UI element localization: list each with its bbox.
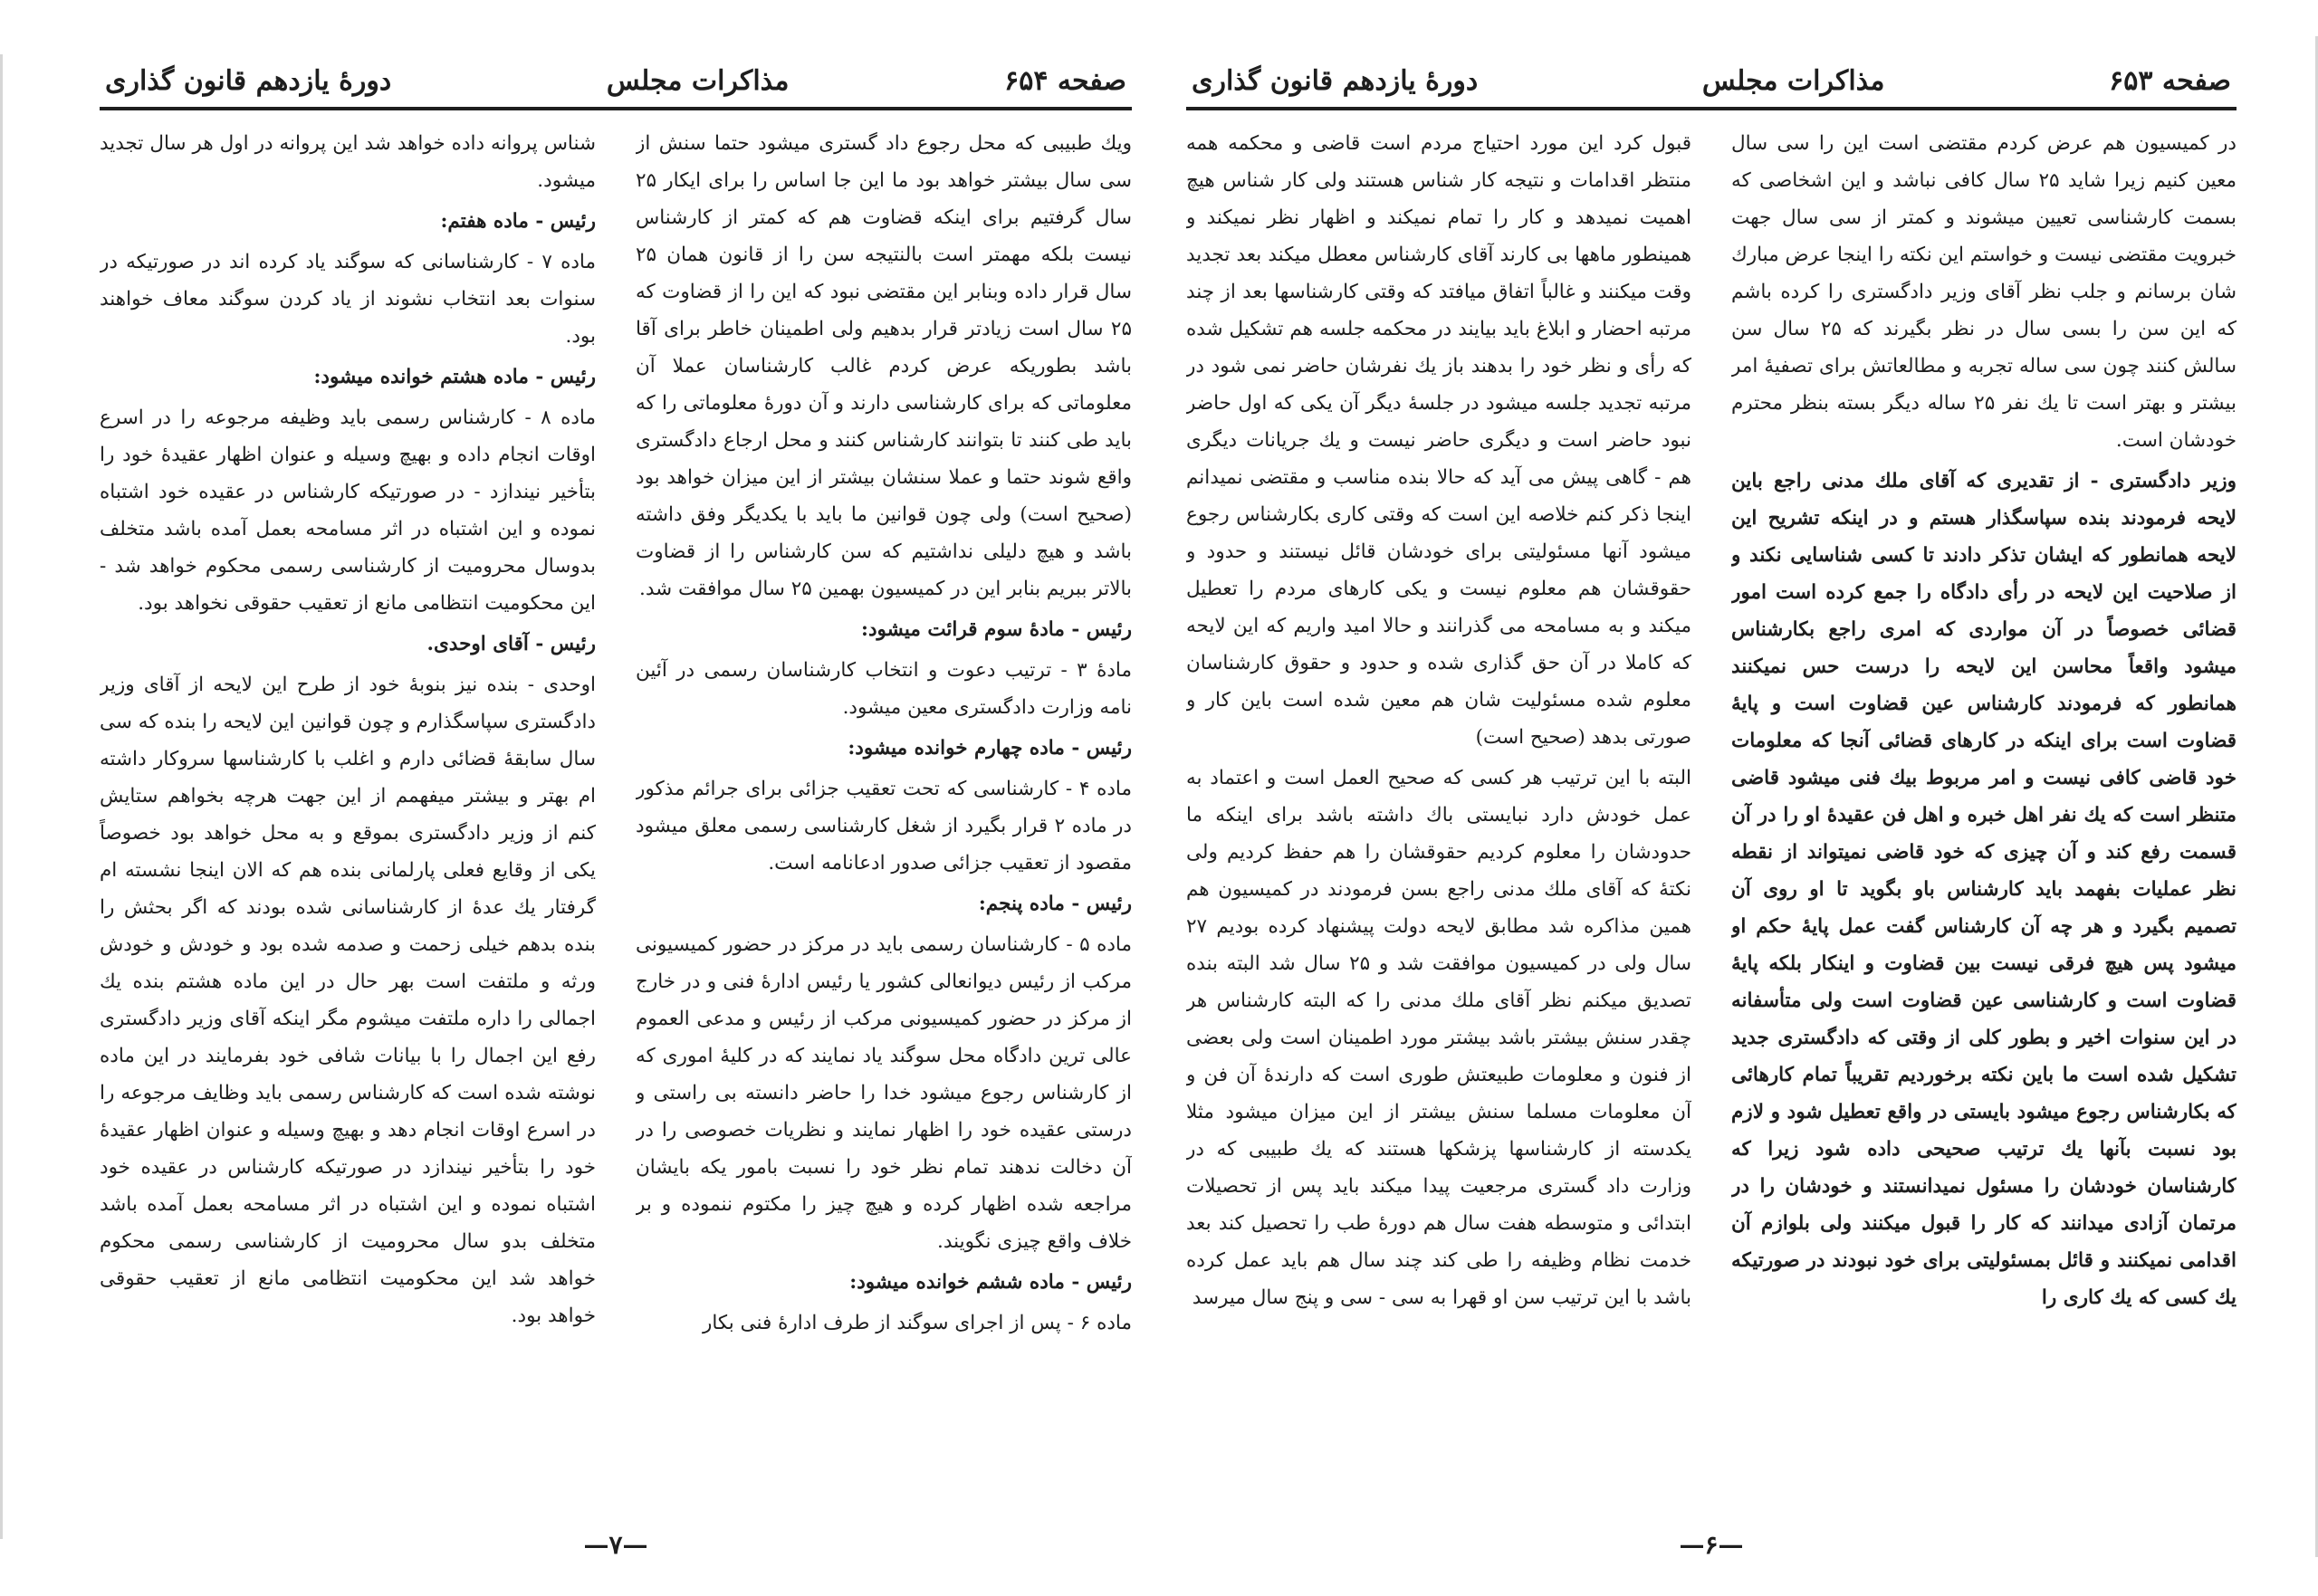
speaker-line: رئیس - ماده ششم خوانده میشود: <box>849 1271 1132 1294</box>
paragraph: ماده ۸ - کارشناس رسمی باید وظیفه مرجوعه را در اسرع اوقات انجام داده و بهیچ وسیله و عنوان اظهار عقیدهٔ خود را بتأخیر نیندازد - در صورتیکه کارشناس در عقیده خود اشتباه نموده و این اشتباه در اثر مسامحه بعمل آمده باشد متخلف بدوسال محرومیت از کارشناسی رسمی محکوم خواهد شد - این محکومیت انتظامی مانع از تعقیب حقوقی نخواهد بود. <box>100 406 596 615</box>
header-center-title: مذاکرات مجلس <box>1701 64 1885 97</box>
speaker-line: رئیس - ماده هشتم خوانده میشود: <box>313 366 596 388</box>
paragraph: ماده ۷ - کارشناسانی که سوگند یاد کرده اند در صورتیکه در سنوات بعد انتخاب نشوند از یاد کردن سوگند معاف خواهند بود. <box>100 251 596 348</box>
paragraph: در کمیسیون هم عرض کردم مقتضی است این را سی سال معین کنیم زیرا شاید ۲۵ سال کافی نباشد و این اشخاصی که بسمت کارشناسی تعیین میشوند و کمتر از سی سال جهت خبرویت مقتضی نیست و خواستم این نکته را اینجا عرض مبارك شان برسانم و جلب نظر آقای وزیر دادگستری را کرده باشم که این سن را بسی سال در نظر بگیرند که ۲۵ سال سن سالش کنند چون سی ساله تجربه و مطالعاتش برای تصفیهٔ امر بیشتر و بهتر است تا یك نفر ۲۵ ساله دیگر بسته بنظر محترم خودشان است. <box>1731 132 2237 452</box>
speaker-line: رئیس - ماده هفتم: <box>440 210 596 233</box>
text-columns <box>100 125 1132 1521</box>
column-right <box>636 125 1132 1521</box>
speaker-line: رئیس - آقای اوحدی. <box>426 633 596 655</box>
paragraph: ماده ۴ - کارشناسی که تحت تعقیب جزائی برای جرائم مذکور در ماده ۲ قرار بگیرد از شغل کارشناسی رسمی معلق میشود مقصود از تعقیب جزائی صدور ادعانامه است. <box>636 778 1132 874</box>
page-footer-number: —۶— <box>1679 1530 1744 1560</box>
page-header <box>1186 54 2237 110</box>
page-header <box>100 54 1132 110</box>
text-columns <box>1186 125 2237 1521</box>
speaker-line: رئیس - ماده پنجم: <box>978 893 1132 915</box>
page-653 <box>1186 54 2237 1575</box>
speaker-line: رئیس - مادهٔ سوم قرائت میشود: <box>861 618 1132 641</box>
paragraph: ویك طبیبی که محل رجوع داد گستری میشود حتما سنش از سی سال بیشتر خواهد بود ما این جا اساس را برای ایکار ۲۵ سال گرفتیم برای اینکه قضاوت هم که کمتر از کارشناس نیست بلکه مهمتر است بالنتیجه سن را از قانون همان ۲۵ سال قرار داده وبنابر این مقتضی نبود که این را از قضاوت که ۲۵ سال است زیادتر قرار بدهیم ولی اطمینان خاطر برای آقا باشد بطوریکه عرض کردم غالب کارشناسان عملا آن معلوماتی که برای کارشناسی دارند و آن دورهٔ معلوماتی را که باید طی کنند تا بتوانند کارشناس کنند و محل ارجاع دادگستری واقع شوند حتما و عملا سنشان بیشتر از این میزان خواهد بود (صحیح است) ولی چون قوانین ما باید با یکدیگر وفق داشته باشد و هیچ دلیلی نداشتیم که سن کارشناس را از قضاوت بالاتر ببریم بنابر این در کمیسیون بهمین ۲۵ سال موافقت شد. <box>636 132 1132 600</box>
header-page-number: صفحه ۶۵۳ <box>2109 64 2231 97</box>
page-654 <box>100 54 1132 1575</box>
column-left <box>100 125 596 1521</box>
scan-edge-left <box>0 54 3 1539</box>
paragraph: ماده ۵ - کارشناسان رسمی باید در مرکز در حضور کمیسیونی مرکب از رئیس دیوانعالی کشور یا رئیس ادارهٔ فنی و در خارج از مرکز در حضور کمیسیونی مرکب از رئیس و مدعی العموم عالی ترین دادگاه محل سوگند یاد نمایند که در کلیهٔ اموری که از کارشناس رجوع میشود خدا را حاضر دانسته بی راستی و درستی عقیده خود را اظهار نمایند و نظریات خصوصی را در آن دخالت ندهند تمام نظر خود را نسبت بامور یکه بایشان مراجعه شده اظهار کرده و هیچ چیز را مکتوم ننموده و بر خلاف واقع چیزی نگویند. <box>636 933 1132 1253</box>
paragraph: ماده ۶ - پس از اجرای سوگند از طرف ادارهٔ فنی بکار <box>703 1312 1132 1334</box>
header-volume-title: دورهٔ یازدهم قانون گذاری <box>105 64 392 97</box>
column-right <box>1731 125 2237 1521</box>
paragraph: مادهٔ ۳ - ترتیب دعوت و انتخاب کارشناسان رسمی در آئین نامه وزارت دادگستری معین میشود. <box>636 659 1132 719</box>
speaker-line: وزیر دادگستری - از تقدیری که آقای ملك مدنی راجع باین لایحه فرمودند بنده سپاسگذار هستم و در اینکه تشریح این لایحه همانطور که ایشان تذکر دادند تا کسی شناسایی نکند و از صلاحیت این لایحه در رأی دادگاه را جمع کرده است امور قضائی خصوصاً در آن مواردی که امری راجع بکارشناس میشود واقعاً محاسن این لایحه را درست حس نمیکنند همانطور که فرمودند کارشناس عین قضاوت است و پایهٔ قضاوت است برای اینکه در کارهای قضائی آنجا که معلومات خود قاضی کافی نیست و امر مربوط بیك فنی میشود قاضی متنظر است که یك نفر اهل خبره و اهل فن عقیدهٔ او را در آن قسمت رفع کند و آن چیزی که خود قاضی نمیتواند از نقطه نظر عملیات بفهمد باید کارشناس باو بگوید تا او روی آن تصمیم بگیرد و هر چه آن کارشناس گفت عمل پایهٔ حکم او میشود پس هیچ فرقی نیست بین قضاوت و اینکار بلکه پایهٔ قضاوت است و کارشناسی عین قضاوت است ولی متأسفانه در این سنوات اخیر و بطور کلی از وقتی که دادگستری جدید تشکیل شده است ما باین نکته برخوردیم تقریباً تمام کارهائی که بکارشناس رجوع میشود بایستی در واقع تعطیل شود و لازم بود نسبت بآنها یك ترتیب صحیحی داده شود زیرا که کارشناسان خودشان را مسئول نمیدانستند و خودشان را در مرتمان آزادی میدانند که کار را قبول میکنند ولی بلوازم آن اقدامی نمیکنند و قائل بمسئولیتی برای خود نبودند در صورتیکه یك کسی که یك کاری را <box>1731 470 2237 1309</box>
header-page-number: صفحه ۶۵۴ <box>1004 64 1126 97</box>
column-left <box>1186 125 1691 1521</box>
speaker-line: رئیس - ماده چهارم خوانده میشود: <box>848 737 1132 760</box>
header-center-title: مذاکرات مجلس <box>606 64 790 97</box>
page-footer-number: —۷— <box>583 1530 648 1560</box>
header-volume-title: دورهٔ یازدهم قانون گذاری <box>1192 64 1479 97</box>
paragraph: البته با این ترتیب هر کسی که صحیح العمل است و اعتماد به عمل خودش دارد نبایستی باك داشته باشد برای اینکه ما حدودشان را معلوم کردیم حقوقشان را هم حفظ کردیم ولی نکتهٔ که آقای ملك مدنی راجع بسن فرمودند در کمیسیون هم همین مذاکره شد مطابق لایحه دولت پیشنهاد کرده بودیم ۲۷ سال ولی در کمیسیون موافقت شد و ۲۵ سال شد البته بنده تصدیق میکنم نظر آقای ملك مدنی را که البته کارشناس هر چقدر سنش بیشتر باشد بیشتر مورد اطمینان است ولی بعضی از فنون و معلومات طبیعتش طوری است که دارندهٔ آن فن و آن معلومات مسلما سنش بیشتر از این میزان میشود مثلا یکدسته از کارشناسها پزشکها هستند که یك طبیبی که در وزارت داد گستری مرجعیت پیدا میکند باید پس از تحصیلات ابتدائی و متوسطه هفت سال هم دورهٔ طب را تحصیل کند بعد خدمت نظام وظیفه را طی کند چند سال هم باید عمل کرده باشد با این ترتیب سن او قهرا به سی - سی و پنج سال میرسد <box>1186 767 1691 1309</box>
paragraph: قبول کرد این مورد احتیاج مردم است قاضی و محکمه همه منتظر اقدامات و نتیجه کار شناس هستند ولی کار شناس هیچ اهمیت نمیدهد و کار را تمام نمیکند و اظهار نظر نمیکند و همینطور ماهها بی کارند آقای کارشناس معطل میکند بعد تجدید وقت میکنند و غالباً اتفاق میافتد که وقتی کارشناسها بعد از چند مرتبه احضار و ابلاغ باید بیایند در محکمه جلسه هم تشکیل شده که رأی و نظر خود را بدهند باز یك نفرشان حاضر نمی شود در مرتبه تجدید جلسه میشود در جلسهٔ دیگر آن یکی که اول حاضر نبود حاضر است و دیگری حاضر نیست و یك جریانات دیگری هم - گاهی پیش می آید که حالا بنده مناسب و مقتضی نمیدانم اینجا ذکر کنم خلاصه این است که وقتی کاری بکارشناس رجوع میشود آنها مسئولیتی برای خودشان قائل نیستند و حدود و حقوقشان هم معلوم نیست و یکی کارهای مردم را تعطیل میکند و به مسامحه می گذرانند و حالا امید واریم که این لایحه که کاملا در آن حق گذاری شده و حدود و حقوق کارشناسان معلوم شده مسئولیت شان هم معین شده است باین کار و صورتی بدهد (صحیح است) <box>1186 132 1691 749</box>
paragraph: اوحدی - بنده نیز بنوبهٔ خود از طرح این لایحه از آقای وزیر دادگستری سپاسگذارم و چون قوانین این لایحه را بنده که سی سال سابقهٔ قضائی دارم و اغلب با کارشناسها سروکار داشته ام بهتر و بیشتر میفهمم از این جهت هرچه بخواهم ستایش کنم از وزیر دادگستری بموقع و به محل خواهد بود خصوصاً یکی از وقایع فعلی پارلمانی بنده هم که الان اینجا نشسته ام گرفتار یك عدهٔ از کارشناسانی شده بودند که اگر بحثش را بنده بدهم خیلی زحمت و صدمه شده بود و خودش و خودش ورثه و ملتفت است بهر حال در این ماده هشتم بنده یك اجمالی را داره ملتفت میشوم مگر اینکه آقای وزیر دادگستری رفع این اجمال را با بیانات شافی خود بفرمایند در این ماده نوشته شده است که کارشناس رسمی باید وظایف مرجوعه را در اسرع اوقات انجام دهد و بهیچ وسیله و عنوان اظهار عقیدهٔ خود را بتأخیر نیندازد در صورتیکه کارشناس در عقیده خود اشتباه نموده و این اشتباه در اثر مسامحه بعمل آمده باشد متخلف بدو سال محرومیت از کارشناسی رسمی محکوم خواهد شد این محکومیت انتظامی مانع از تعقیب حقوقی خواهد بود. <box>100 674 596 1327</box>
paragraph: شناس پروانه داده خواهد شد این پروانه در اول هر سال تجدید میشود. <box>100 132 596 192</box>
